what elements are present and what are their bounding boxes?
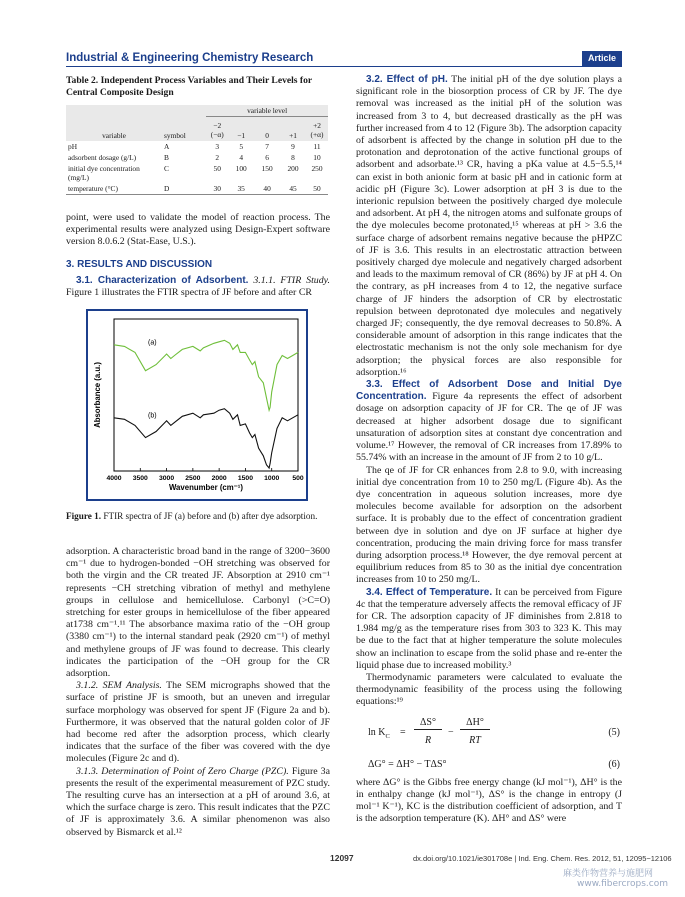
table-cell: 40 xyxy=(263,184,271,193)
subsection-heading: 3.4. Effect of Temperature. xyxy=(366,586,493,598)
figure-1-frame xyxy=(86,309,308,501)
series-label: (a) xyxy=(148,339,157,347)
table-cell: 10 xyxy=(313,153,321,162)
figure-caption-text: FTIR spectra of JF (a) before and (b) after dye adsorption. xyxy=(103,511,318,521)
subsection-heading: 3.1. Characterization of Adsorbent. xyxy=(76,274,249,286)
paragraph-text: The initial pH of the dye solution plays a significant role in the biosorption process of CR by JF. The dye removal was increased as the initial pH of the solution was increased from 3 to 4, but decreased drastically as the pH was further increased from 4 to 12 (Figure 3b). The adsorption capacity of adsorbent is affected by the change in solution pH due to the protonation and deprotonation of the active functional groups of adsorbent and adsorbate.¹³ CR, having a pKa value at 4.5−5.5,¹⁴ can exist in both anionic form at basic pH and in cationic form at acidic pH (Figure 3c). Lower adsorption at pH 3 is due to the interionic repulsion between the positively charged dye molecule and adsorbent. At pH 4, the nitrogen atoms and sulfonate groups of the dye molecules become protonated,¹⁵ whereas at pH > 3.6 the surface charge of adsorbent remains negative because the pHPZC of JF is 3.6. This results in an electrostatic attraction between positively charged dye molecule and negatively charged adsorbent and leads to the maximum removal of CR (86%) by JF at pH 4. On the contrary, as pH increases from 4 to 12, the negative surface charge of JF hinders the adsorption of CR by electrostatic repulsion between deprotonated dye molecules and negatively charged JF; consequently, the dye removal decreases to 50.8%. A considerable amount of adsorption in this range indicates that the electrostatic mechanism is not the only sole mechanism for dye adsorption; the physical forces are also responsible for adsorption.¹⁶ xyxy=(356,74,622,378)
table-cell: 50 xyxy=(213,164,221,173)
table-row xyxy=(66,163,328,183)
table-cell: B xyxy=(164,153,169,162)
x-tick-label: 2000 xyxy=(211,475,227,482)
x-tick-label: 500 xyxy=(292,475,304,482)
paragraph: where ΔG° is the Gibbs free energy change (kJ mol⁻¹), ΔH° is the in enthalpy change (kJ mol⁻¹), ΔS° is the change in entropy (J mol⁻¹ K⁻¹), KC is the distribution coefficient of adsorption, and T is the adsorption temperature (K). ΔH° and ΔS° were xyxy=(356,776,622,825)
equation-number: (5) xyxy=(608,726,620,738)
paragraph xyxy=(66,766,330,839)
table-cell: 30 xyxy=(213,184,221,193)
eq-numerator: ΔH° xyxy=(460,717,490,730)
paragraph: point, were used to validate the model of reaction process. The experimental results were analyzed using Design-Expert software version 8.0.6.2 (Stat-Ease, U.S.). xyxy=(66,212,330,248)
table-cell: 50 xyxy=(313,184,321,193)
x-axis-label: Wavenumber (cm⁻¹) xyxy=(168,483,244,492)
watermark-url: www.fibercrops.com xyxy=(577,879,668,889)
paragraph xyxy=(66,680,330,765)
watermark-cn: 麻类作物营养与施肥网 xyxy=(563,869,654,879)
table-2-col-0: 0 xyxy=(254,117,280,142)
table-cell: 7 xyxy=(265,142,269,151)
table-cell: adsorbent dosage (g/L) xyxy=(68,153,137,162)
x-tick-label: 4000 xyxy=(106,475,122,482)
paragraph-text: Figure 3a presents the result of the experimental measurement of PZC study. The resulting curve has an intersection at a pH of around 3.6, at which the surface charge is zero. This result indicates that the PZC of JF is approximately 3.6. A similar phenomenon was also observed by Bismarck et al.¹² xyxy=(66,765,330,838)
paragraph xyxy=(356,74,622,379)
table-cell: A xyxy=(164,142,170,151)
paragraph-text: The SEM micrographs showed that the surface of pristine JF is smooth, but an uneven and irregular surface morphology was observed for spent JF (Figure 2a and b). Furthermore, it was observed that the natural golden color of JF had become red after the adsorption process, which clearly indicates that the surface of the fiber was covered with the dye molecules (Figure 2c and d). xyxy=(66,680,331,765)
table-2 xyxy=(66,105,328,195)
table-cell: 9 xyxy=(291,142,295,151)
figure-1-caption xyxy=(66,511,330,522)
eq-text: ΔG° = ΔH° − TΔS° xyxy=(368,758,447,770)
right-column xyxy=(356,74,622,825)
y-axis-label: Absorbance (a.u.) xyxy=(93,362,102,428)
table-cell: 6 xyxy=(265,153,269,162)
table-cell: D xyxy=(164,184,170,193)
x-tick-label: 3500 xyxy=(132,475,148,482)
table-cell: 5 xyxy=(239,142,244,151)
series-label: (b) xyxy=(148,412,157,420)
table-cell: 8 xyxy=(291,153,295,162)
table-row xyxy=(66,183,328,195)
paragraph: adsorption. A characteristic broad band in the range of 3200−3600 cm⁻¹ due to hydrogen-bonded −OH stretching was observed for both the virgin and the CR treated JF. Absorption at 2910 cm⁻¹ represents −CH stretching vibration of methyl and methylene groups in cellulose and hemicellulose. Carbonyl (>C=O) stretching for ester groups in hemicellulose of the fiber appeared at1738 cm⁻¹.¹¹ The absorbance maxima ratio of the −OH group (3380 cm⁻¹) to the internal standard peak (2920 cm⁻¹) of methyl and methylene groups of JF was found to decrease. This clearly indicates the participation of the −OH group for the CR adsorption. xyxy=(66,546,330,680)
subsection-heading: 3.2. Effect of pH. xyxy=(366,74,448,85)
subsubsection-heading: 3.1.2. SEM Analysis. xyxy=(76,680,162,692)
paragraph: Thermodynamic parameters were calculated to evaluate the thermodynamic feasibility of the process using the following equations:¹⁹ xyxy=(356,671,622,708)
table-2-col-m1: −1 xyxy=(228,117,254,142)
journal-name: Industrial & Engineering Chemistry Research xyxy=(66,52,314,64)
table-2-col-p2: +2 (+α) xyxy=(306,117,328,142)
table-2-block xyxy=(66,75,330,195)
subsubsection-heading: 3.1.1. FTIR Study. xyxy=(253,274,330,286)
eq-numerator: ΔS° xyxy=(414,717,442,730)
equation-6 xyxy=(356,755,622,777)
paragraph-text: Figure 1 illustrates the FTIR spectra of JF before and after CR xyxy=(66,287,312,299)
table-cell: 35 xyxy=(237,184,245,193)
table-2-col-symbol: symbol xyxy=(162,117,206,142)
figure-label: Figure 1. xyxy=(66,511,102,521)
paragraph: The qe of JF for CR enhances from 2.8 to 9.0, with increasing initial dye concentration from 10 to 250 mg/L (Figure 4b). As the dye concentration in aqueous solution increases, more dye molecules become available for adsorption on the adsorbent surface. It is probably due to the effect of concentration gradient between dye in solution and dye on JF surface at higher dye concentration, producing the main driving force for mass transfer during adsorption process.¹⁸ However, the dye removal percent at equilibrium reduces from 85 to 30 as the initial dye concentration increases from 10 to 250 mg/L. xyxy=(356,464,622,586)
table-cell: temperature (°C) xyxy=(68,184,118,193)
table-2-col-m2: −2 (−α) xyxy=(206,117,228,142)
left-text-bottom xyxy=(66,546,330,839)
x-tick-label: 1500 xyxy=(237,475,253,482)
series-line-a xyxy=(114,340,298,410)
plot-frame xyxy=(114,319,298,471)
table-cell: 4 xyxy=(239,153,244,162)
table-cell: initial dye concentration (mg/L) xyxy=(68,164,140,182)
doi-line: dx.doi.org/10.1021/ie301708e | Ind. Eng. Chem. Res. 2012, 51, 12095−12106 xyxy=(413,854,672,863)
table-cell: 2 xyxy=(215,153,220,162)
table-cell: 3 xyxy=(215,142,220,151)
table-cell: 45 xyxy=(289,184,297,193)
equation-number: (6) xyxy=(608,758,620,770)
table-row xyxy=(66,152,328,163)
eq-denominator: R xyxy=(424,734,432,746)
eq-ln-k: ln K xyxy=(368,726,386,738)
subsection-heading: 3.3. Effect of Adsorbent Dose and Initial Dye Concentration. xyxy=(356,379,622,403)
table-2-col-p1: +1 xyxy=(280,117,306,142)
table-2-group-header: variable level xyxy=(206,105,328,117)
table-2-col-variable: variable xyxy=(66,117,162,142)
table-cell: 250 xyxy=(311,164,323,173)
paragraph-text: It can be perceived from Figure 4c that the temperature adversely affects the removal efficacy of JF for CR. The adsorption capacity of JF diminishes from 2.818 to 1.984 mg/g as the temperature rises from 303 to 323 K. This may be due to the fact that at higher temperature the solute molecules show an inclination to escape from the solid phase and re-enter the liquid phase due to increased mobility.³ xyxy=(356,586,622,671)
eq-subscript: C xyxy=(385,732,390,740)
table-row xyxy=(66,141,328,152)
equation-5 xyxy=(356,715,622,755)
subsubsection-heading: 3.1.3. Determination of Point of Zero Charge (PZC). xyxy=(76,765,289,777)
article-type-badge: Article xyxy=(582,51,622,66)
x-tick-label: 1000 xyxy=(264,475,280,482)
left-text-top xyxy=(66,212,330,299)
x-tick-label: 3000 xyxy=(159,475,175,482)
series-line-b xyxy=(114,409,298,468)
paragraph xyxy=(66,275,330,299)
section-heading: 3. RESULTS AND DISCUSSION xyxy=(66,258,213,270)
table-2-title: Table 2. Independent Process Variables and Their Levels for Central Composite Design xyxy=(66,75,313,98)
ftir-chart xyxy=(88,311,306,499)
table-cell: 150 xyxy=(261,164,273,173)
table-cell: 100 xyxy=(235,164,247,173)
table-cell: pH xyxy=(68,142,78,151)
paragraph-text: Figure 4a represents the effect of adsorbent dosage on adsorption capacity of JF for CR. The qe of JF was decreased at higher adsorbent dosage due to significant unsaturation of adsorption sites at constant dye concentration and volume.¹⁷ However, the removal of CR increases from 17.89% to 55.74% with an increase in the amount of JF from 2 to 10 g/L. xyxy=(356,391,623,464)
table-cell: 200 xyxy=(287,164,299,173)
table-cell: C xyxy=(164,164,169,173)
paragraph xyxy=(356,587,622,672)
eq-denominator: RT xyxy=(469,734,481,746)
x-tick-label: 2500 xyxy=(185,475,201,482)
page-number: 12097 xyxy=(330,853,354,863)
eq-equals: = xyxy=(400,726,406,738)
eq-minus: − xyxy=(448,726,454,738)
header-rule xyxy=(66,66,622,67)
table-cell: 11 xyxy=(313,142,321,151)
paragraph xyxy=(356,379,622,464)
